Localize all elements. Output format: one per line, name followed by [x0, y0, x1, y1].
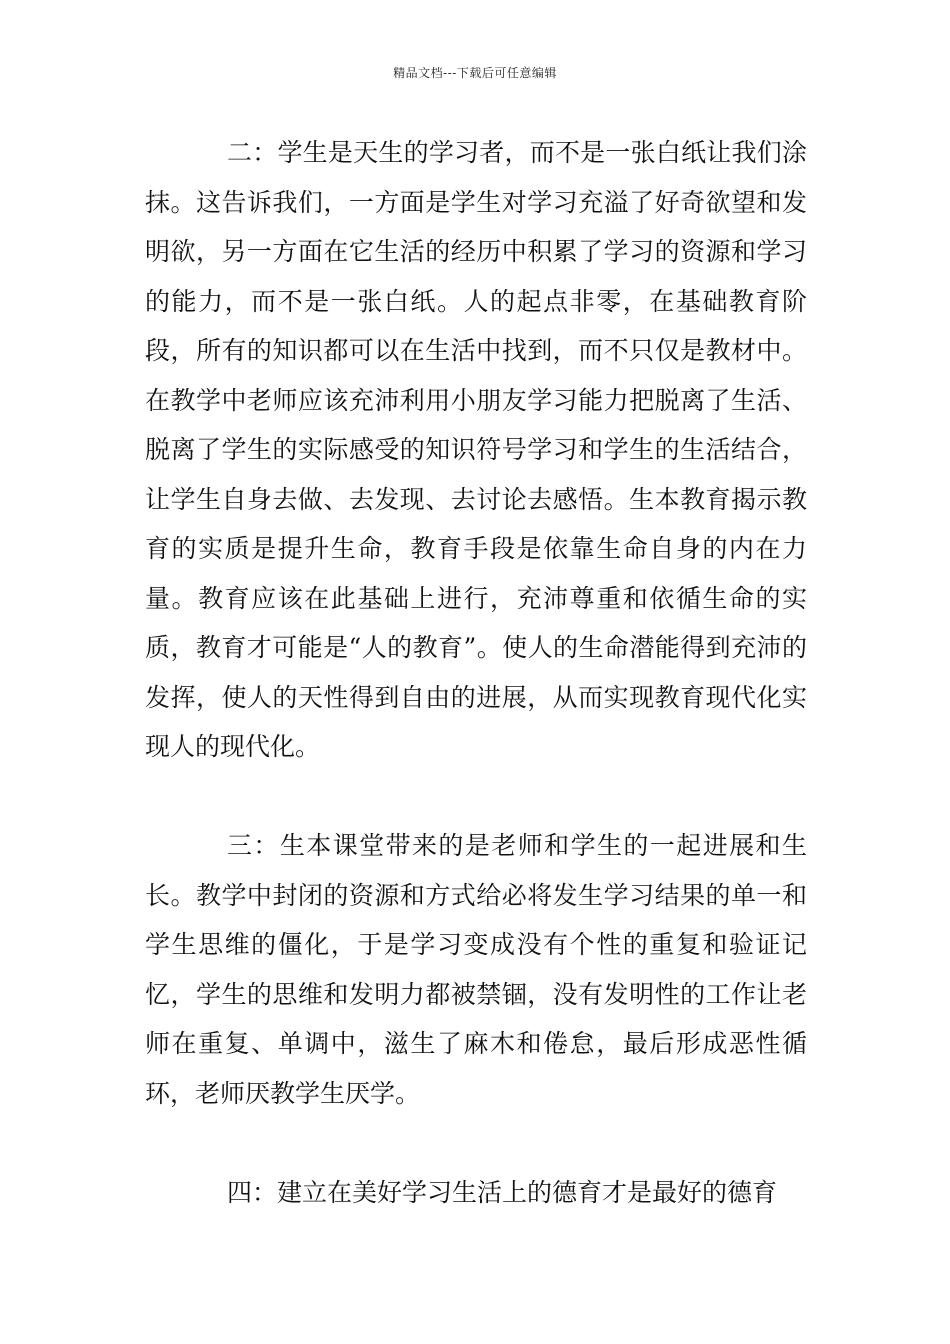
paragraph-four: 四：建立在美好学习生活上的德育才是最好的德育	[227, 1177, 778, 1207]
paragraph-three: 三：生本课堂带来的是老师和学生的一起进展和生长。教学中封闭的资源和方式给必将发生学习结果的单一和学生思维的僵化，于是学习变成没有个性的重复和验证记忆，学生的思维和发明力都被禁锢，没有发明性的工作让老师在重复、单调中，滋生了麻木和倦怠，最后形成恶性循环，老师厌教学生厌学。	[145, 831, 807, 1108]
page-header: 精品文档---下载后可任意编辑	[393, 66, 557, 80]
document-body	[145, 128, 807, 1217]
paragraph-two: 二：学生是天生的学习者，而不是一张白纸让我们涂抹。这告诉我们，一方面是学生对学习充溢了好奇欲望和发明欲，另一方面在它生活的经历中积累了学习的资源和学习的能力，而不是一张白纸。人的起点非零，在基础教育阶段，所有的知识都可以在生活中找到，而不只仅是教材中。在教学中老师应该充沛利用小朋友学习能力把脱离了生活、脱离了学生的实际感受的知识符号学习和学生的生活结合，让学生自身去做、去发现、去讨论去感悟。生本教育揭示教育的实质是提升生命，教育手段是依靠生命自身的内在力量。教育应该在此基础上进行，充沛尊重和依循生命的实质，教育才可能是“人的教育”。使人的生命潜能得到充沛的发挥，使人的天性得到自由的进展，从而实现教育现代化实现人的现代化。	[145, 138, 807, 761]
